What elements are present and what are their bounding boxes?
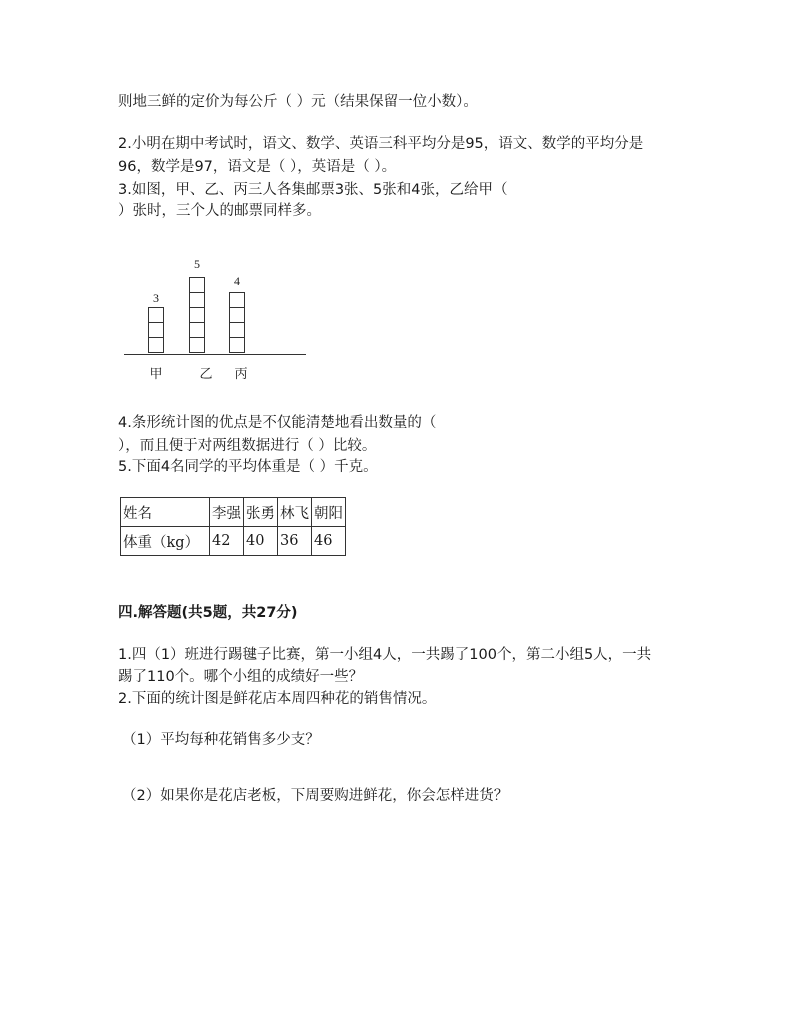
count-label-bing: 4 [234, 274, 240, 288]
stamp-column-jia [148, 308, 164, 353]
stamp-cell [229, 307, 245, 323]
question-3-line-1: 3.如图，甲、乙、丙三人各集邮票3张、5张和4张，乙给甲（ [118, 182, 508, 198]
baseline [124, 354, 306, 355]
person-label-jia: 甲 [149, 367, 163, 382]
problem-2-line: 2.下面的统计图是鲜花店本周四种花的销售情况。 [118, 691, 437, 707]
question-text-line: 则地三鲜的定价为每公斤（ ）元（结果保留一位小数）。 [118, 94, 478, 110]
weight-table [120, 497, 346, 556]
table-cell: 46 [312, 527, 346, 556]
count-label-jia: 3 [153, 291, 159, 305]
person-label-yi: 乙 [199, 367, 213, 382]
question-2-line-2: 96，数学是97，语文是（ ），英语是（ ）。 [118, 159, 397, 175]
stamp-cell [189, 322, 205, 338]
stamp-cell [189, 307, 205, 323]
table-row [121, 527, 346, 556]
question-2-line-1: 2.小明在期中考试时，语文、数学、英语三科平均分是95，语文、数学的平均分是 [118, 136, 644, 152]
question-4-line-1: 4.条形统计图的优点是不仅能清楚地看出数量的（ [118, 415, 437, 431]
stamp-cell [148, 307, 164, 323]
stamp-cell [148, 337, 164, 353]
table-cell: 姓名 [121, 498, 210, 527]
table-cell: 36 [278, 527, 312, 556]
table-cell: 李强 [210, 498, 244, 527]
stamp-stack-diagram [124, 255, 314, 385]
table-cell: 林飞 [278, 498, 312, 527]
question-3-line-2: ）张时，三个人的邮票同样多。 [118, 203, 321, 219]
stamp-column-yi [189, 278, 205, 353]
table-header-row [121, 498, 346, 527]
problem-2-sub-2: （2）如果你是花店老板，下周要购进鲜花，你会怎样进货？ [122, 788, 509, 804]
stamp-column-bing [229, 293, 245, 353]
problem-2-sub-1: （1）平均每种花销售多少支？ [122, 732, 320, 748]
stamp-cell [229, 322, 245, 338]
table-cell: 体重（kg） [121, 527, 210, 556]
person-label-bing: 丙 [234, 367, 248, 382]
section-heading: 四.解答题(共5题，共27分) [118, 605, 298, 621]
question-4-line-2: ），而且便于对两组数据进行（ ）比较。 [118, 438, 377, 454]
stamp-cell [229, 292, 245, 308]
table-cell: 40 [244, 527, 278, 556]
stamp-cell [189, 292, 205, 308]
table-cell: 张勇 [244, 498, 278, 527]
question-5-line: 5.下面4名同学的平均体重是（ ）千克。 [118, 459, 378, 475]
table-cell: 朝阳 [312, 498, 346, 527]
problem-1-line-1: 1.四（1）班进行踢毽子比赛，第一小组4人，一共踢了100个，第二小组5人，一共 [118, 647, 652, 663]
stamp-cell [189, 277, 205, 293]
problem-1-line-2: 踢了110个。哪个小组的成绩好一些？ [118, 669, 364, 685]
stamp-cell [189, 337, 205, 353]
count-label-yi: 5 [194, 257, 200, 271]
table-cell: 42 [210, 527, 244, 556]
stamp-cell [229, 337, 245, 353]
stamp-cell [148, 322, 164, 338]
